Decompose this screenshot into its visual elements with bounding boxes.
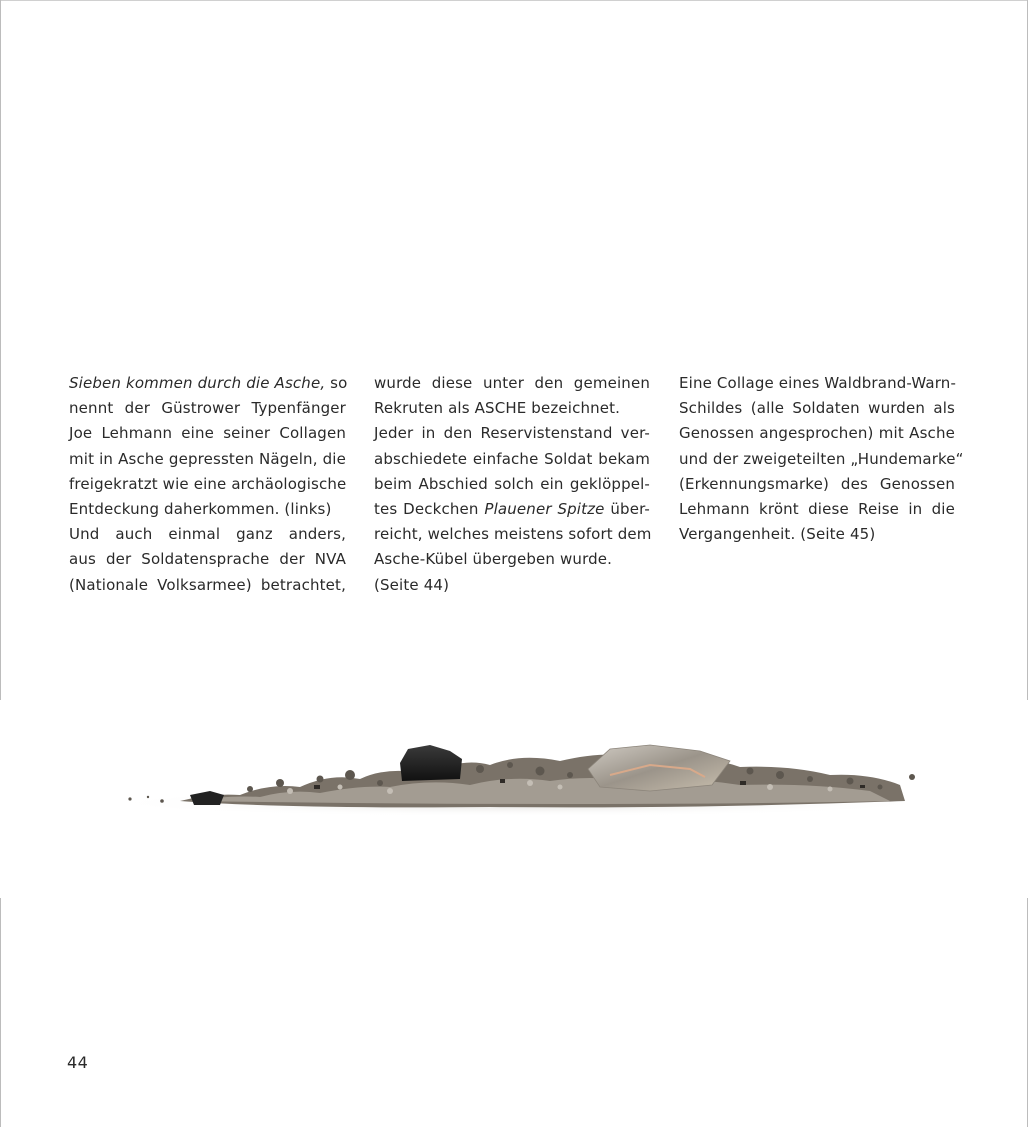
text-line: Asche-Kübel übergeben wurde. <box>374 550 613 569</box>
text-line: Schildes (alle Soldaten wurden als <box>679 399 955 418</box>
page-edge-left-lower <box>0 898 1 1127</box>
text-line: tes Deckchen Plauener Spitze über- <box>374 500 650 519</box>
text-line: mit in Asche gepressten Nägeln, die <box>69 449 346 468</box>
text-column-3 <box>679 371 964 547</box>
collage-title: Sieben kommen durch die Asche, <box>69 374 326 392</box>
page-number: 44 <box>67 1053 89 1072</box>
text-line: freigekratzt wie eine archäologische <box>69 474 347 493</box>
text-line: (Nationale Volksarmee) betrachtet, <box>69 575 346 594</box>
text-line: Entdeckung daherkommen. (links) <box>69 500 332 519</box>
text-line: Lehmann krönt diese Reise in die <box>679 500 955 519</box>
text-column-2 <box>374 371 650 598</box>
text-line: Jeder in den Reservistenstand ver- <box>374 424 650 443</box>
page-edge-left <box>0 0 1 700</box>
text-line: Rekruten als ASCHE bezeichnet. <box>374 399 621 418</box>
text-line: abschiedete einfache Soldat bekam <box>374 449 650 468</box>
text-line: nennt der Güstrower Typenfänger <box>69 399 346 418</box>
text-line: Eine Collage eines Waldbrand-Warn- <box>679 374 957 392</box>
text-line: Sieben kommen durch die Asche, so <box>69 374 348 392</box>
text-line: wurde diese unter den gemeinen <box>374 374 650 392</box>
text-line: Vergangenheit. (Seite 45) <box>679 525 876 544</box>
text-line: Joe Lehmann eine seiner Collagen <box>69 424 346 443</box>
text-line: aus der Soldatensprache der NVA <box>69 550 346 569</box>
page-reference: (Seite 44) <box>374 575 450 594</box>
text-line: (Erkennungsmarke) des Genossen <box>679 474 955 493</box>
page-edge-top <box>0 0 1028 1</box>
text-column-1 <box>69 371 346 598</box>
text-line: und der zweigeteilten „Hundemarke“ <box>679 449 964 468</box>
text-line: reicht, welches meistens sofort dem <box>374 525 652 544</box>
lace-name: Plauener Spitze <box>484 500 605 519</box>
text-line: Und auch einmal ganz anders, <box>69 525 346 544</box>
text-line: beim Abschied solch ein geklöppel- <box>374 474 650 493</box>
ash-pile-image <box>90 735 940 835</box>
text-line: Genossen angesprochen) mit Asche <box>679 424 955 443</box>
